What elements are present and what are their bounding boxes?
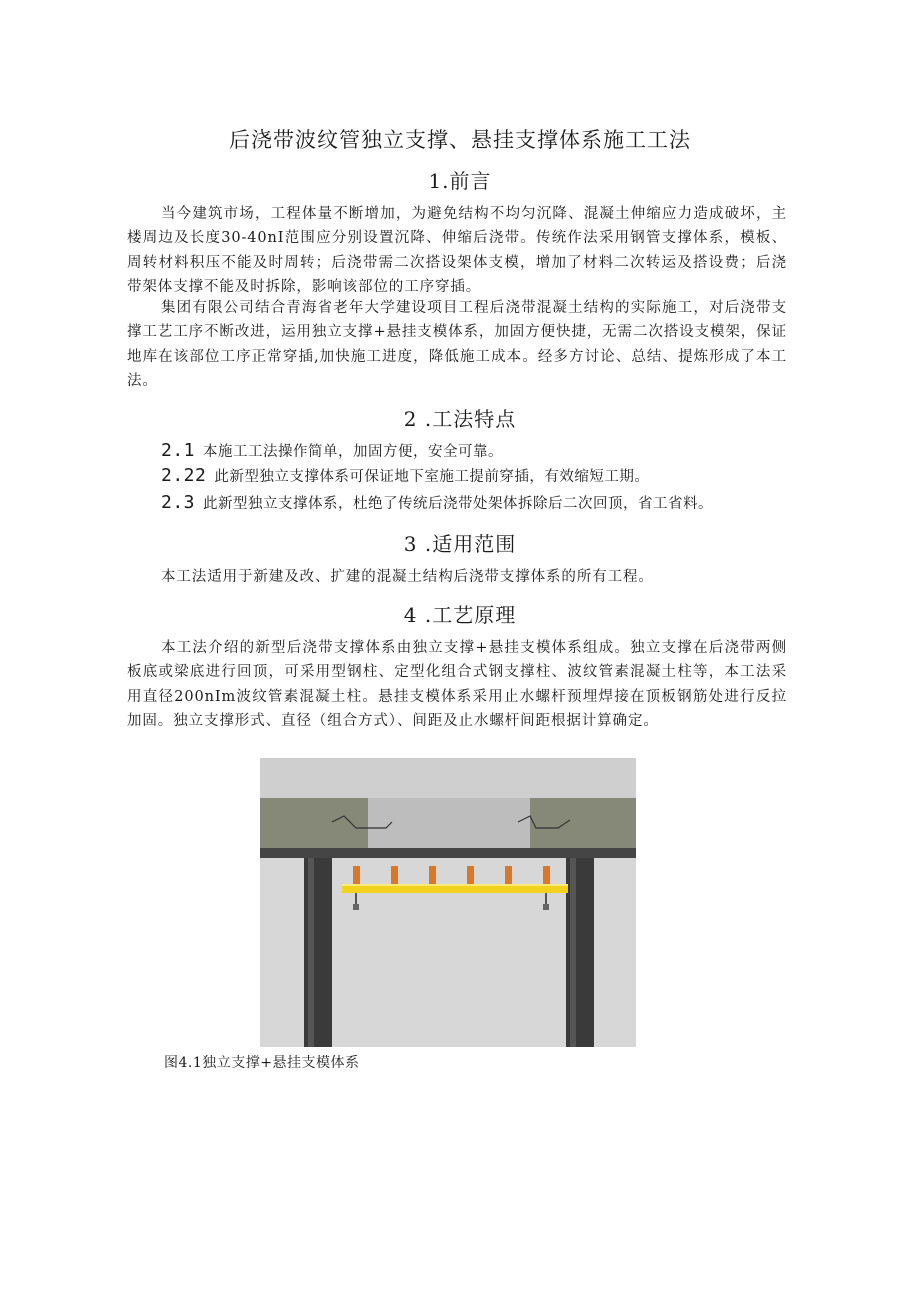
formwork-block <box>353 866 360 884</box>
figure-top-band <box>260 758 636 798</box>
section-heading-scope: 3 .适用范围 <box>403 532 517 556</box>
paragraph-principle: 本工法介绍的新型后浇带支撑体系由独立支撑+悬挂支模体系组成。独立支撑在后浇带两侧板底或梁底进行回顶，可采用型钢柱、定型化组合式钢支撑柱、波纹管素混凝土柱等，本工法采用直径200nIm波纹管素混凝土柱。悬挂支模体系采用止水螺杆预埋焊接在顶板钢筋处进行反拉加固。独立支撑形式、直径（组合方式）、间距及止水螺杆间距根据计算确定。 <box>127 640 787 730</box>
anchor-bolt-right-nut <box>543 904 549 910</box>
figure-caption: 图4.1独立支撑+悬挂支模体系 <box>164 1055 360 1071</box>
section-heading-features: 2 .工法特点 <box>403 407 517 431</box>
feature-item <box>161 440 503 461</box>
feature-item-number: 2.1 <box>161 440 196 461</box>
section-heading-preface: 1.前言 <box>428 169 492 193</box>
anchor-bolt-left-nut <box>353 904 359 910</box>
feature-item <box>161 492 713 513</box>
feature-item-text: 此新型独立支撑体系可保证地下室施工提前穿插，有效缩短工期。 <box>214 469 650 485</box>
column-left-highlight <box>308 858 314 1047</box>
paragraph-scope: 本工法适用于新建及改、扩建的混凝土结构后浇带支撑体系的所有工程。 <box>161 569 654 585</box>
slab-bottom-edge <box>260 848 636 858</box>
support-system-figure <box>260 758 636 1047</box>
formwork-block <box>505 866 512 884</box>
paragraph-preface-2: 集团有限公司结合青海省老年大学建设项目工程后浇带混凝土结构的实际施工，对后浇带支撑工艺工序不断改进，运用独立支撑+悬挂支模体系，加固方便快捷，无需二次搭设支模架，保证地库在该部位工序正常穿插,加快施工进度，降低施工成本。经多方讨论、总结、提炼形成了本工法。 <box>127 300 787 390</box>
document-title: 后浇带波纹管独立支撑、悬挂支撑体系施工工法 <box>229 128 691 152</box>
feature-item-text: 此新型独立支撑体系，杜绝了传统后浇带处架体拆除后二次回顶，省工省料。 <box>203 496 714 512</box>
feature-item-text: 本施工工法操作简单，加固方便，安全可靠。 <box>203 444 504 460</box>
formwork-block <box>467 866 474 884</box>
post-pour-strip-gap <box>368 798 530 848</box>
formwork-block <box>391 866 398 884</box>
formwork-block <box>429 866 436 884</box>
hanging-beam-highlight <box>342 884 568 886</box>
formwork-block <box>543 866 550 884</box>
feature-item-number: 2.3 <box>161 492 196 513</box>
column-right-highlight <box>570 858 576 1047</box>
feature-item <box>161 465 649 486</box>
section-heading-principle: 4 .工艺原理 <box>403 603 517 627</box>
paragraph-preface-1: 当今建筑市场，工程体量不断增加，为避免结构不均匀沉降、混凝土伸缩应力造成破坏，主楼周边及长度30-40nI范围应分别设置沉降、伸缩后浇带。传统作法采用钢管支撑体系，模板、周转材料积压不能及时周转；后浇带需二次搭设架体支模，增加了材料二次转运及搭设费；后浇带架体支撑不能及时拆除，影响该部位的工序穿插。 <box>127 206 787 296</box>
feature-item-number: 2.22 <box>161 465 207 486</box>
